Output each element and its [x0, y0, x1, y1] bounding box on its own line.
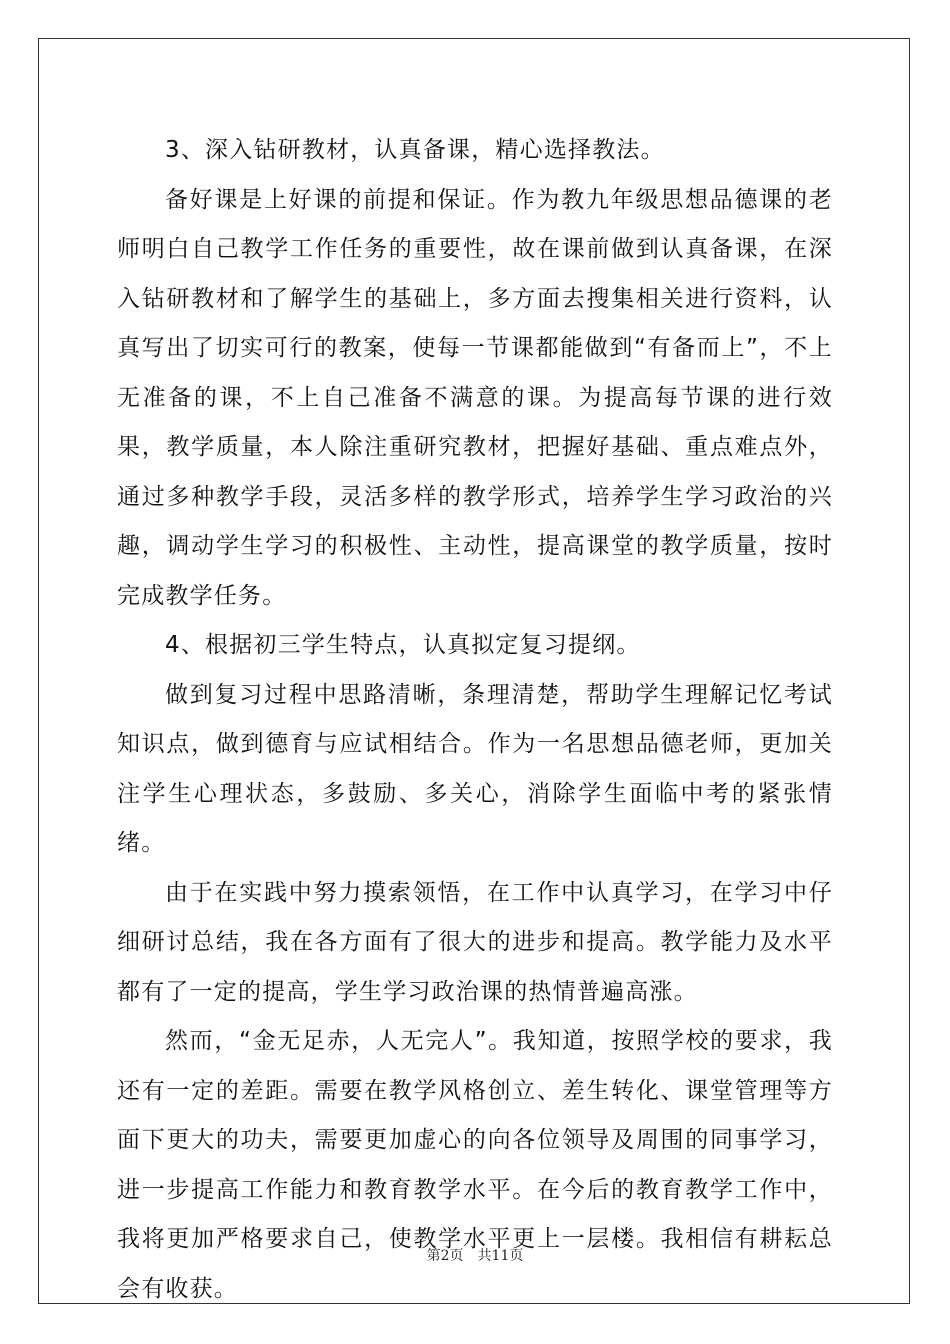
paragraph: 备好课是上好课的前提和保证。作为教九年级思想品德课的老师明白自己教学工作任务的重要性，故在课前做到认真备课，在深入钻研教材和了解学生的基础上，多方面去搜集相关进行资料，认真写出了切实可行的教案，使每一节课都能做到“有备而上”，不上无准备的课，不上自己准备不满意的课。为提高每节课的进行效果，教学质量，本人除注重研究教材，把握好基础、重点难点外，通过多种教学手段，灵活多样的教学形式，培养学生学习政治的兴趣，调动学生学习的积极性、主动性，提高课堂的教学质量，按时完成教学任务。: [117, 186, 833, 609]
page-footer: [0, 1245, 950, 1265]
paragraph-heading-3: 3、深入钻研教材，认真备课，精心选择教法。: [165, 137, 665, 163]
page-number: 第2页: [426, 1248, 464, 1264]
paragraph: 做到复习过程中思路清晰，条理清楚，帮助学生理解记忆考试知识点，做到德育与应试相结合。作为一名思想品德老师，更加关注学生心理状态，多鼓励、多关心，消除学生面临中考的紧张情绪。: [117, 681, 833, 856]
paragraph: 由于在实践中努力摸索领悟，在工作中认真学习，在学习中仔细研讨总结，我在各方面有了很大的进步和提高。教学能力及水平都有了一定的提高，学生学习政治课的热情普遍高涨。: [117, 879, 833, 1005]
paragraph: 然而，“金无足赤，人无完人”。我知道，按照学校的要求，我还有一定的差距。需要在教学风格创立、差生转化、课堂管理等方面下更大的功夫，需要更加虚心的向各位领导及周围的同事学习，进一步提高工作能力和教育教学水平。在今后的教育教学工作中，我将更加严格要求自己，使教学水平更上一层楼。我相信有耕耘总会有收获。: [117, 1028, 833, 1302]
page-total: 共11页: [477, 1248, 524, 1264]
paragraph-heading-4: 4、根据初三学生特点，认真拟定复习提纲。: [165, 632, 641, 658]
document-body: [117, 126, 833, 1314]
